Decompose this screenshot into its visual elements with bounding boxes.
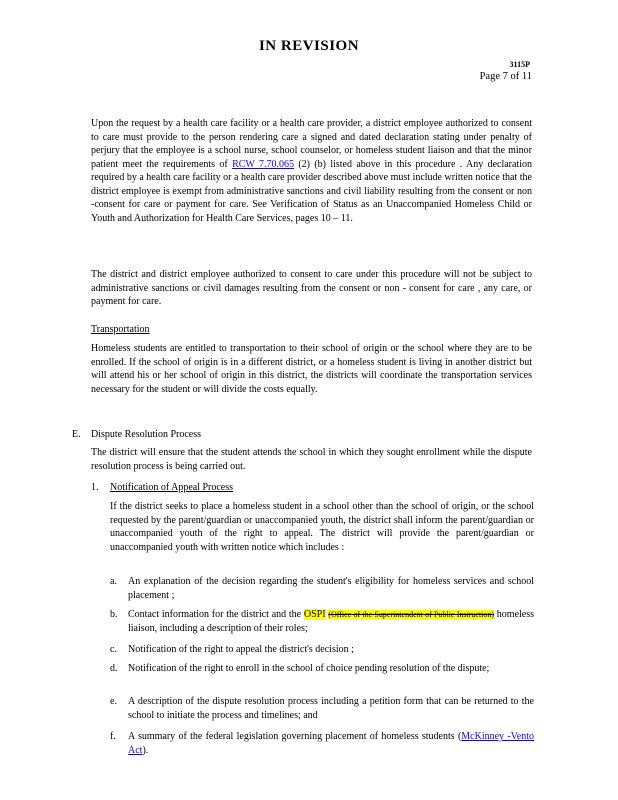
- consent-declaration-paragraph: [91, 117, 532, 225]
- list-item-letter: d.: [110, 663, 118, 674]
- page-number: Page 7 of 11: [479, 71, 532, 82]
- transportation-heading: Transportation: [91, 324, 150, 335]
- list-item-letter: f.: [110, 731, 116, 742]
- policy-code: 3115P: [509, 60, 530, 69]
- dispute-resolution-paragraph: The district will ensure that the student attends the school in which they sought enrollment while the dispute resolution process is being carried out.: [91, 447, 532, 472]
- list-item: [128, 730, 534, 757]
- list-item-text: homeless liaison, including a description of their roles;: [128, 609, 535, 634]
- dispute-resolution-heading: Dispute Resolution Process: [91, 429, 201, 440]
- list-item-letter: c.: [110, 644, 117, 655]
- list-item-text: ).: [142, 744, 149, 756]
- rcw-link[interactable]: RCW 7.70.065: [232, 158, 294, 170]
- list-item-text: Contact information for the district and the: [128, 609, 304, 620]
- list-item: Notification of the right to enroll in the school of choice pending resolution of the dispute;: [128, 663, 490, 674]
- list-item-letter: e.: [110, 696, 117, 707]
- appeal-process-paragraph: If the district seeks to place a homeless student in a school other than the school of origin, or the school requested by the parent/guardian or unaccompanied youth, the district shall inform the parent/guardian or unaccompanied youth of the right to appeal. The district will provide the parent/guardian or unaccompanied youth with written notice which includes :: [110, 501, 534, 553]
- list-item-text: A summary of the federal legislation governing placement of homeless students (: [128, 731, 462, 742]
- paragraph-text: Upon the request by a health care facility or a health care provider, a district employee authorized to consent to care must provide to the person rendering care a signed and dated declaration stating under penalty of perjury that the employee is a school nurse, school counselor, or homeless student liaison and that the minor patient meet the requirements of: [91, 118, 532, 170]
- list-item-letter: a.: [110, 576, 117, 587]
- deleted-text: (Office of the Superintendent of Public Instruction): [328, 610, 495, 619]
- list-item: Notification of the right to appeal the district's decision ;: [128, 644, 354, 655]
- list-item: [128, 608, 534, 635]
- inserted-text: OSPI: [303, 609, 326, 620]
- appeal-process-heading: Notification of Appeal Process: [110, 482, 234, 493]
- paragraph-text: (2) (b) listed above in this procedure . Any declaration required by a health care facility or a health care provider described above must include written notice that the district employee is exempt from administrative sanctions and civil liability resulting from the consent or non -consent for care or payment for care. See Verification of Status as an Unaccompanied Homeless Child or Youth and Authorization for Health Care Services, pages 10 – 11.: [91, 158, 532, 224]
- revision-title: IN REVISION: [258, 38, 360, 54]
- list-item: A description of the dispute resolution process including a petition form that can be returned to the school to initiate the process and timelines; and: [128, 696, 534, 721]
- transportation-paragraph: Homeless students are entitled to transportation to their school of origin or the school where they are to be enrolled. If the school of origin is in a different district, or a homeless student is living in another district but will attend his or her school of origin in this district, the districts will coordinate the transportation services necessary for the student or will divide the costs equally.: [91, 343, 532, 395]
- list-item: An explanation of the decision regarding the student's eligibility for homeless services and school placement ;: [128, 576, 534, 601]
- section-1-number: 1.: [91, 482, 99, 493]
- liability-paragraph: The district and district employee authorized to consent to care under this procedure will not be subject to administrative sanctions or civil damages resulting from the consent or non - consent for care , any care, or payment for care.: [91, 269, 532, 307]
- mckinney-vento-link[interactable]: McKinney -Vento Act: [128, 731, 534, 756]
- section-e-letter: E.: [72, 429, 81, 440]
- list-item-letter: b.: [110, 609, 118, 620]
